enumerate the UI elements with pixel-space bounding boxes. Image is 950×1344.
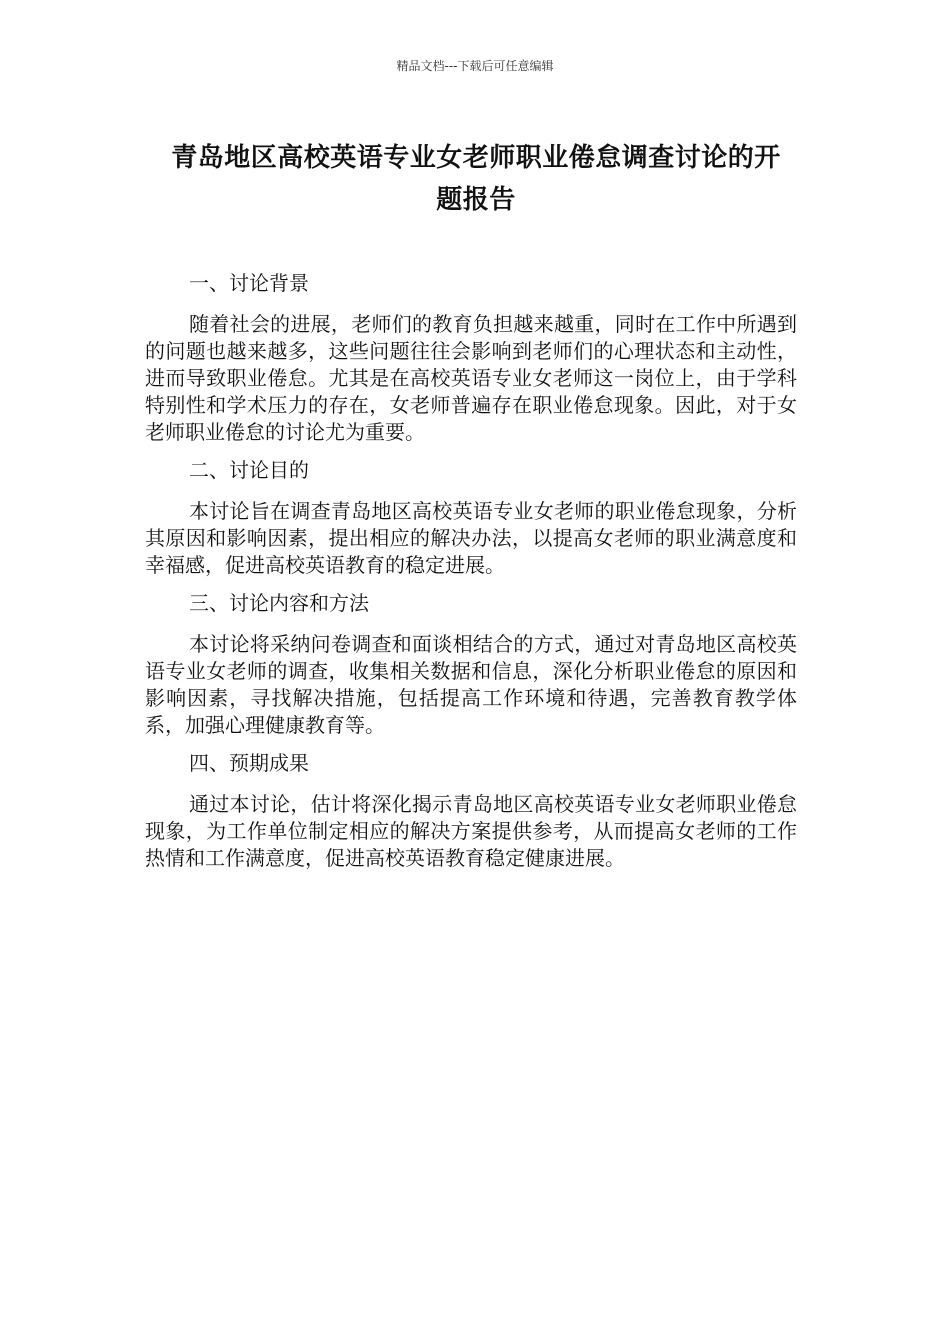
section-body-background: 随着社会的进展，老师们的教育负担越来越重，同时在工作中所遇到的问题也越来越多，这些问题往往会影响到老师们的心理状态和主动性，进而导致职业倦怠。尤其是在高校英语专业女老师这一岗位上，由于学科特别性和学术压力的存在，女老师普遍存在职业倦怠现象。因此，对于女老师职业倦怠的讨论尤为重要。 <box>145 312 797 444</box>
header-note: 精品文档---下载后可任意编辑 <box>396 59 554 73</box>
document-title <box>145 137 807 221</box>
section-heading-background: 一、讨论背景 <box>189 271 309 295</box>
section-heading-content-methods: 三、讨论内容和方法 <box>189 591 369 615</box>
section-body-content-methods: 本讨论将采纳问卷调查和面谈相结合的方式，通过对青岛地区高校英语专业女老师的调查，收集相关数据和信息，深化分析职业倦怠的原因和影响因素，寻找解决措施，包括提高工作环境和待遇，完善教育教学体系，加强心理健康教育等。 <box>145 632 797 737</box>
section-body-expected-results: 通过本讨论，估计将深化揭示青岛地区高校英语专业女老师职业倦怠现象，为工作单位制定相应的解决方案提供参考，从而提高女老师的工作热情和工作满意度，促进高校英语教育稳定健康进展。 <box>145 792 797 870</box>
section-heading-expected-results: 四、预期成果 <box>189 751 309 775</box>
section-heading-purpose: 二、讨论目的 <box>189 458 309 482</box>
section-body-purpose: 本讨论旨在调查青岛地区高校英语专业女老师的职业倦怠现象，分析其原因和影响因素，提出相应的解决办法，以提高女老师的职业满意度和幸福感，促进高校英语教育的稳定进展。 <box>145 499 797 577</box>
document-body <box>145 270 797 883</box>
title-line-2: 题报告 <box>436 185 516 215</box>
title-line-1: 青岛地区高校英语专业女老师职业倦怠调查讨论的开 <box>171 143 781 173</box>
